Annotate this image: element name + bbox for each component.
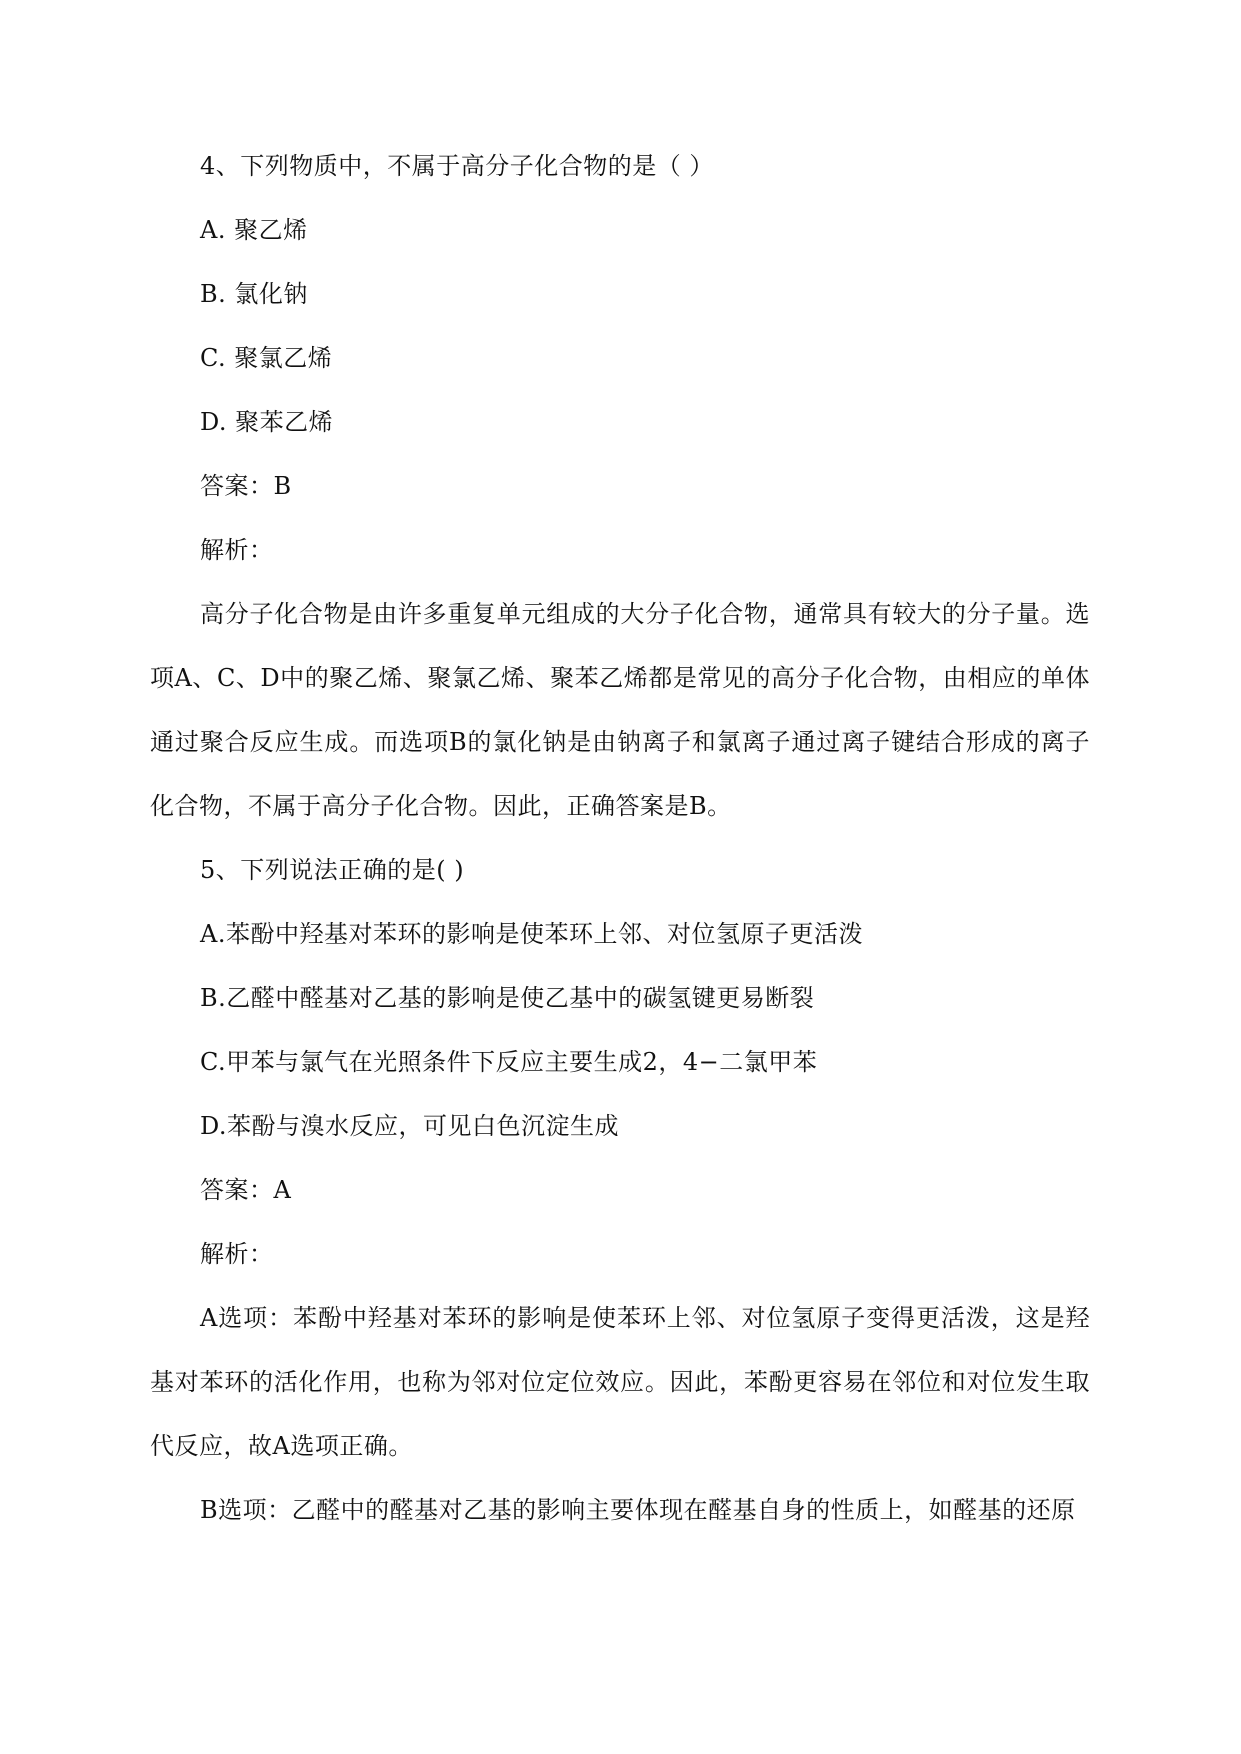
q4-analysis-label: 解析： xyxy=(200,536,274,564)
q5-option-d: D.苯酚与溴水反应，可见白色沉淀生成 xyxy=(200,1112,620,1140)
q5-answer: 答案：A xyxy=(200,1176,292,1204)
q4-option-c: C. 聚氯乙烯 xyxy=(200,344,333,372)
q5-question: 5、下列说法正确的是( ) xyxy=(200,856,465,884)
q4-analysis-text: 高分子化合物是由许多重复单元组成的大分子化合物，通常具有较大的分子量。选项A、C、D中的聚乙烯、聚氯乙烯、聚苯乙烯都是常见的高分子化合物，由相应的单体通过聚合反应生成。而选项B的氯化钠是由钠离子和氯离子通过离子键结合形成的离子化合物，不属于高分子化合物。因此，正确答案是B。 xyxy=(150,600,1090,820)
q5-analysis-a: A选项：苯酚中羟基对苯环的影响是使苯环上邻、对位氢原子变得更活泼，这是羟基对苯环的活化作用，也称为邻对位定位效应。因此，苯酚更容易在邻位和对位发生取代反应，故A选项正确。 xyxy=(150,1304,1090,1460)
q5-option-a: A.苯酚中羟基对苯环的影响是使苯环上邻、对位氢原子更活泼 xyxy=(200,920,863,948)
q5-analysis-b: B选项：乙醛中的醛基对乙基的影响主要体现在醛基自身的性质上，如醛基的还原 xyxy=(200,1496,1076,1524)
q4-option-a: A. 聚乙烯 xyxy=(200,216,308,244)
q5-option-c: C.甲苯与氯气在光照条件下反应主要生成2，4−二氯甲苯 xyxy=(200,1048,818,1076)
q5-option-b: B.乙醛中醛基对乙基的影响是使乙基中的碳氢键更易断裂 xyxy=(200,984,815,1012)
q4-answer: 答案：B xyxy=(200,472,292,500)
q4-option-b: B. 氯化钠 xyxy=(200,280,308,308)
q4-option-d: D. 聚苯乙烯 xyxy=(200,408,334,436)
q5-analysis-label: 解析： xyxy=(200,1240,274,1268)
q4-question: 4、下列物质中，不属于高分子化合物的是（ ） xyxy=(200,152,714,180)
